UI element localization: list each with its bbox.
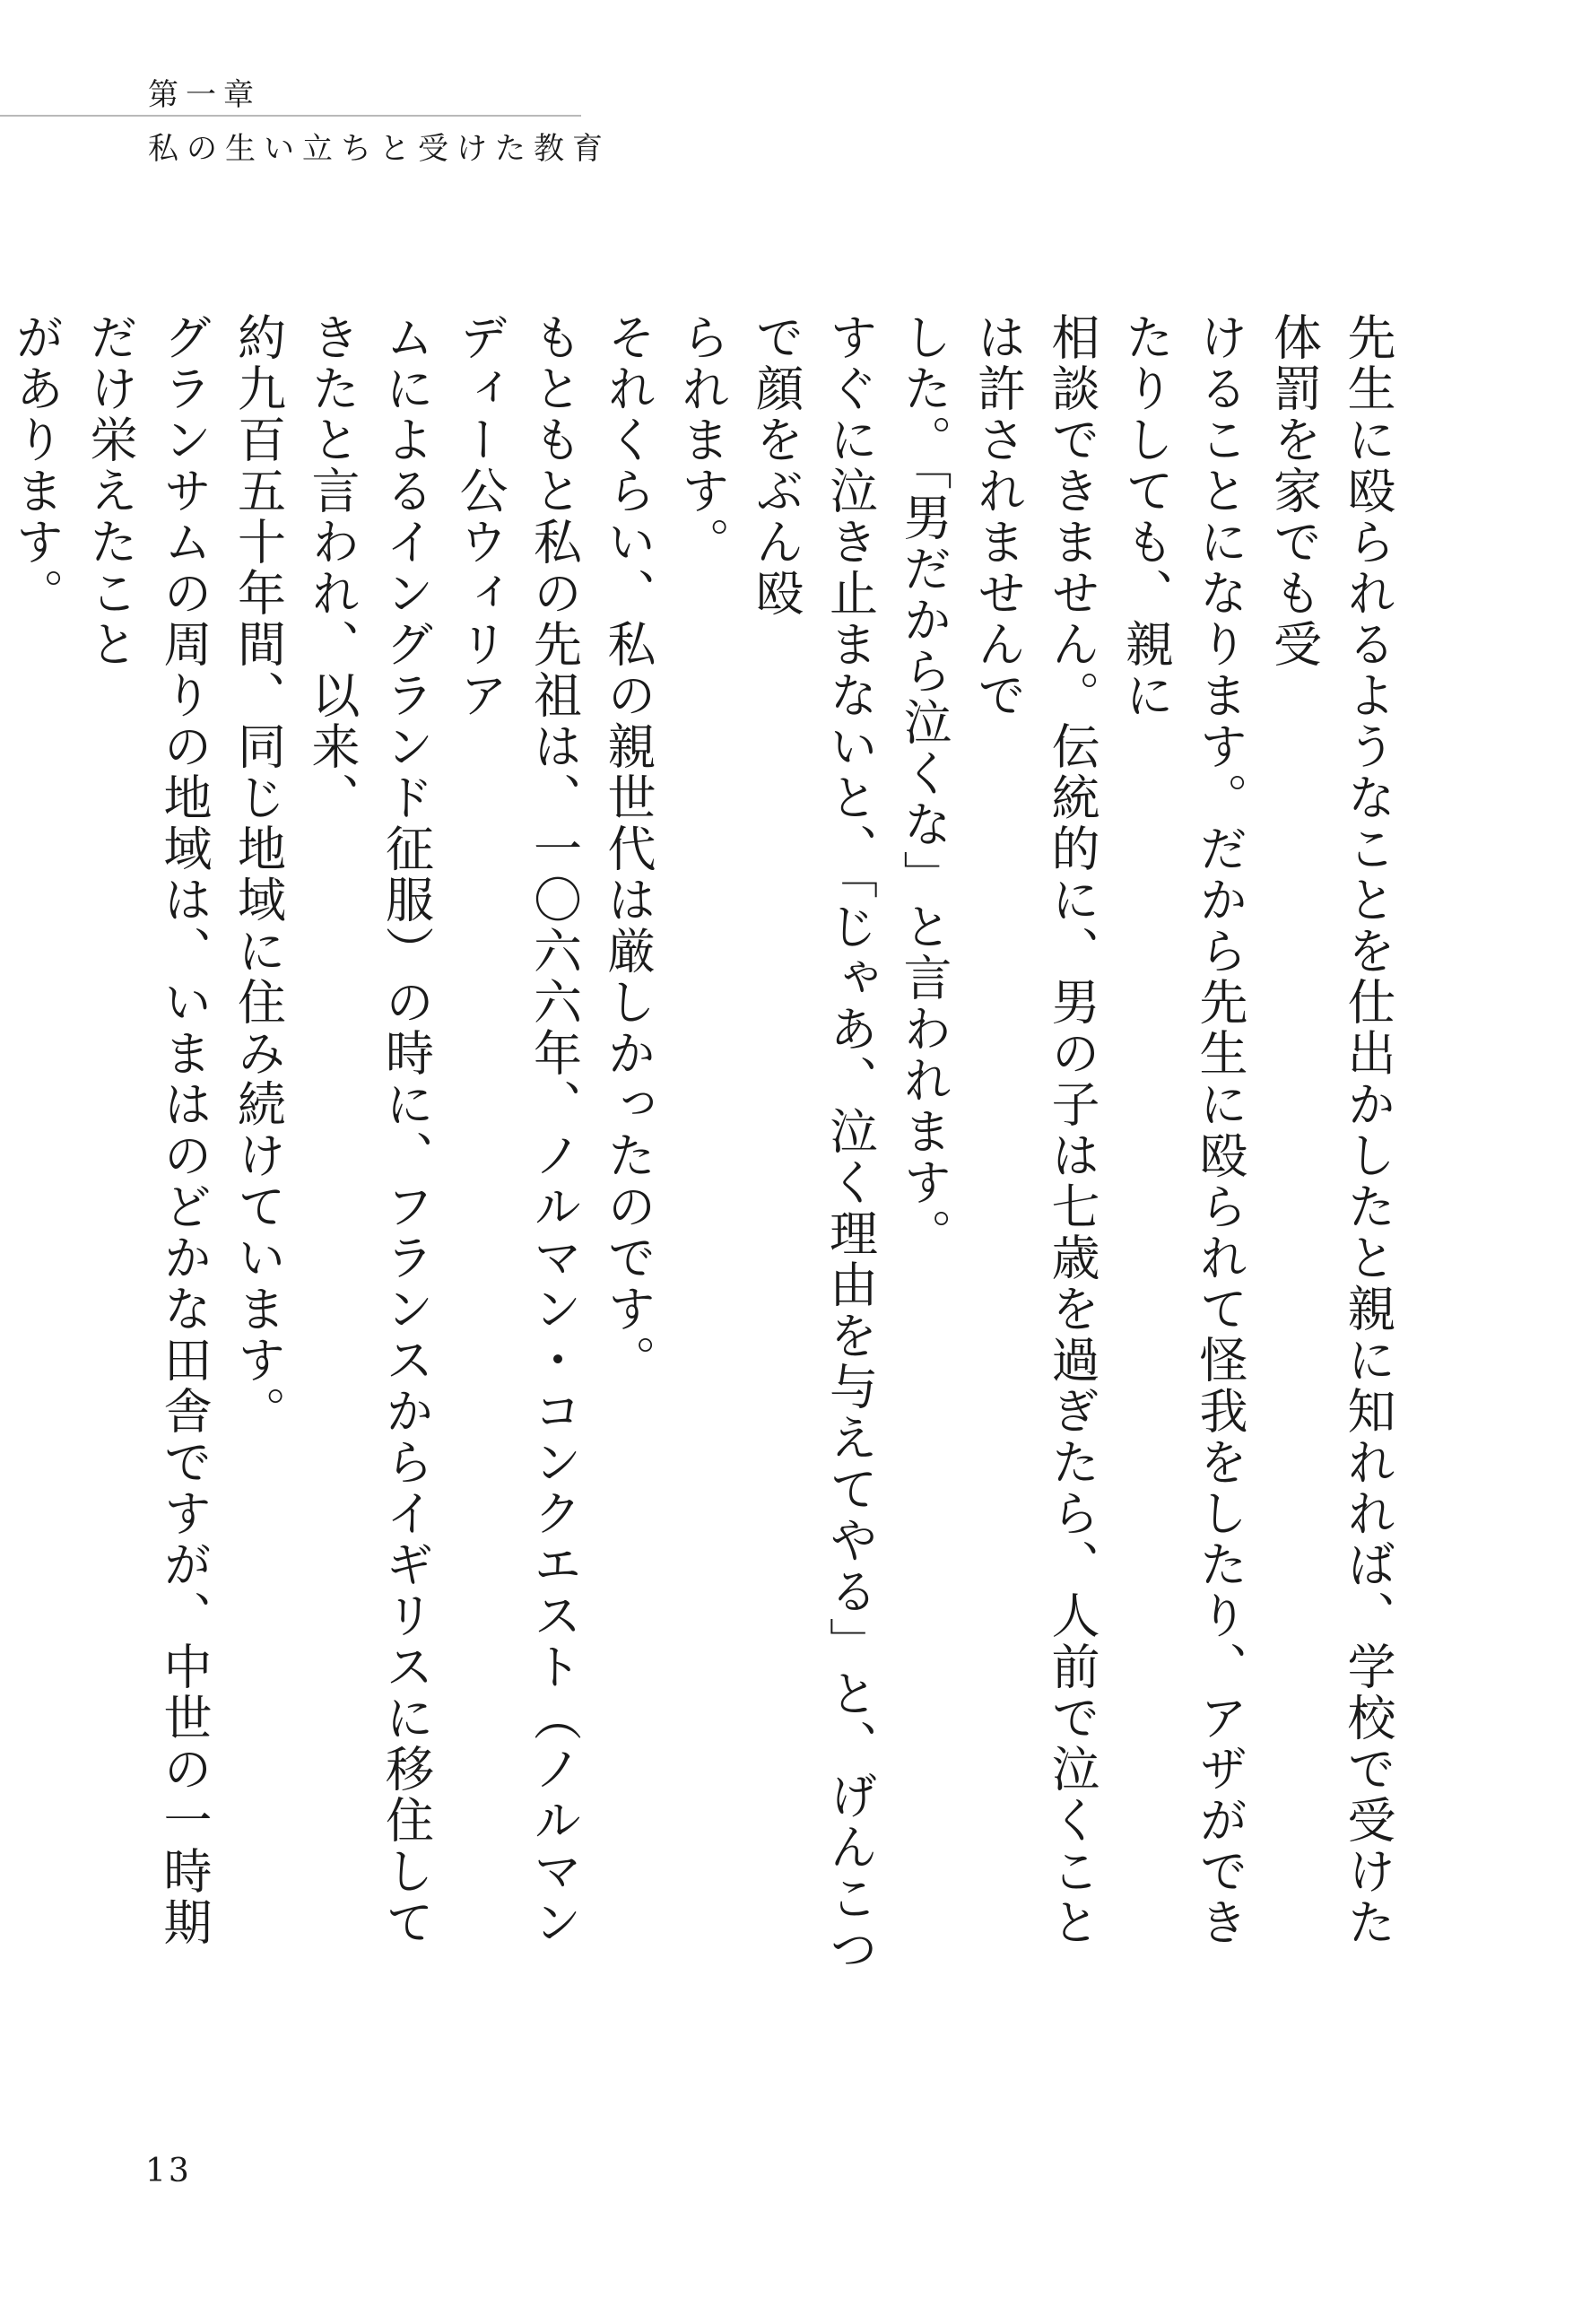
text-line: 先生に殴られるようなことを仕出かしたと親に知れれば、学校で受けた体罰を家でも受 [1265, 312, 1396, 1948]
text-line: した。「男だから泣くな」と言われます。 [896, 312, 952, 1259]
page-number: 13 [145, 2153, 192, 2189]
text-line: グランサムの周りの地域は、いまはのどかな田舎ですが、中世の一時期だけ栄えたこと [82, 312, 213, 1948]
text-line: ムによるイングランド征服）の時に、フランスからイギリスに移住してきたと言われ、以来、 [304, 312, 435, 1948]
text-line: られます。 [674, 312, 731, 568]
chapter-title: 私の生い立ちと受けた教育 [148, 131, 611, 167]
text-line: 相談できません。伝統的に、男の子は七歳を過ぎたら、人前で泣くことは許されませんで [969, 312, 1100, 1948]
text-line: 約九百五十年間、同じ地域に住み続けています。 [230, 312, 287, 1437]
text-line: があります。 [8, 312, 65, 619]
text-line: すぐに泣き止まないと、「じゃあ、泣く理由を与えてやる」と、げんこつで顔をぶん殴 [748, 312, 879, 1975]
chapter-label: 第一章 [148, 77, 261, 113]
text-line: けることになります。だから先生に殴られて怪我をしたり、アザができたりしても、親に [1117, 312, 1248, 1948]
header-divider [0, 115, 581, 117]
text-line: それくらい、私の親世代は厳しかったのです。 [600, 312, 656, 1386]
text-line: もともと私の先祖は、一〇六六年、ノルマン・コンクエスト（ノルマンディー公ウィリア [452, 312, 583, 1948]
body-text [8, 312, 1404, 1998]
